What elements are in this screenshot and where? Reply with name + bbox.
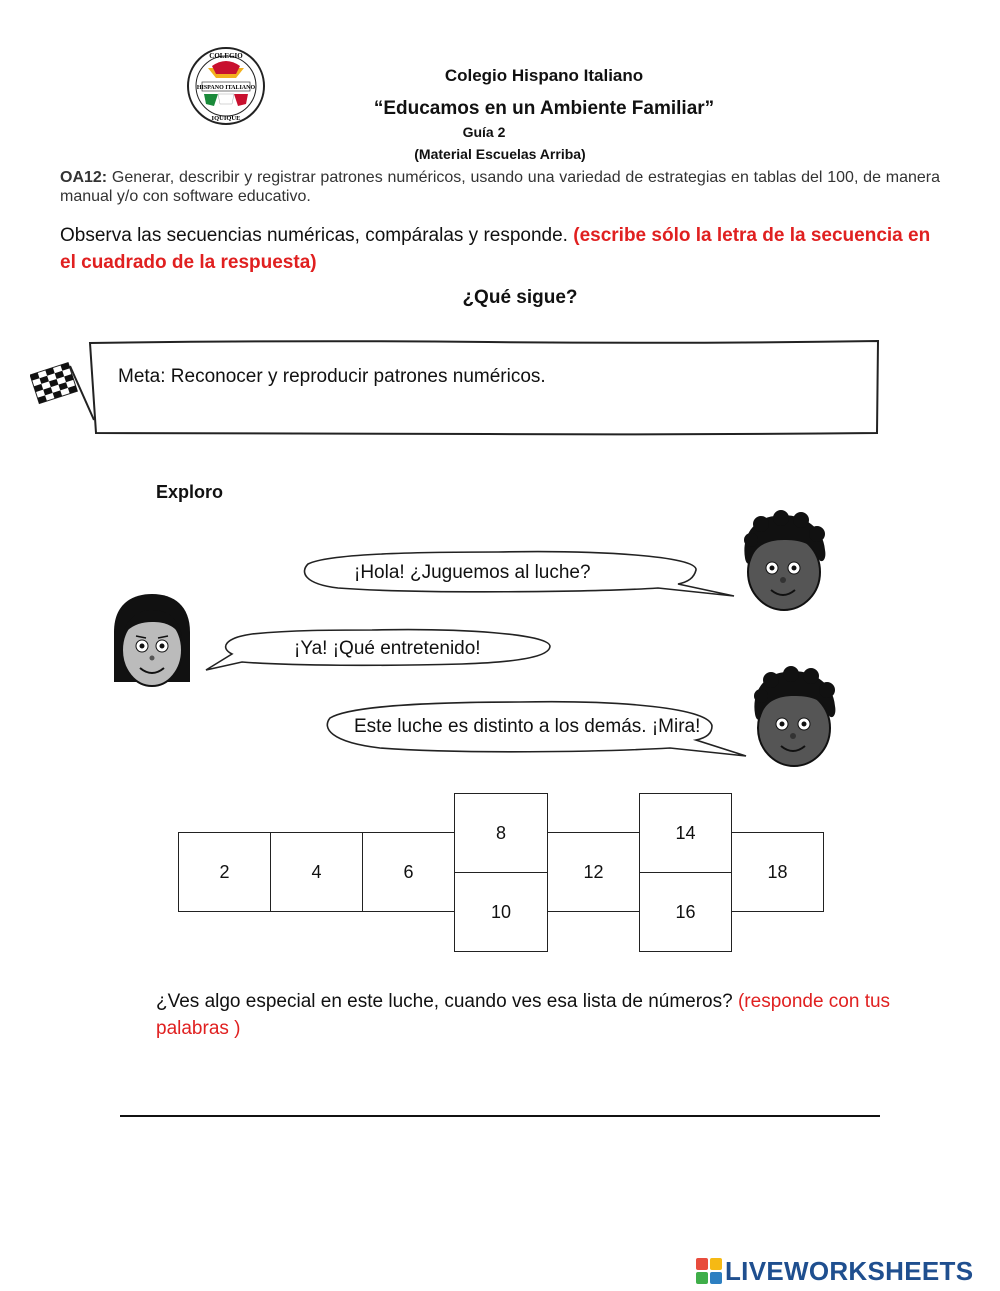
boy-face-1 [737,510,831,612]
question-text: ¿Ves algo especial en este luche, cuando ves esa lista de números? [156,991,738,1012]
learning-objective [60,168,940,206]
checkered-flag-icon [30,360,98,424]
objective-label: OA12: [60,169,108,186]
liveworksheets-logo [696,1254,973,1288]
goal-text: Meta: Reconocer y reproducir patrones numéricos. [118,366,546,387]
hopscotch-cell: 2 [178,832,271,912]
logo-text-bottom: IQUIQUE [211,115,241,122]
school-motto: “Educamos en un Ambiente Familiar” [373,98,715,119]
instruction-highlight: (escribe sólo la letra de la secuencia en el cuadrado de la respuesta) [60,225,931,273]
instruction [60,222,950,276]
hopscotch-cell: 4 [270,832,363,912]
question-title: ¿Qué sigue? [462,287,578,308]
instruction-text: Observa las secuencias numéricas, compáralas y responde. [60,225,574,246]
explore-title: Exploro [156,482,224,502]
hopscotch-cell: 18 [731,832,824,912]
material-source: (Material Escuelas Arriba) [414,146,586,162]
hopscotch-cell: 16 [639,872,732,952]
guide-number: Guía 2 [462,124,506,140]
bubble-text-1: ¡Hola! ¿Juguemos al luche? [354,562,591,583]
bubble-text-2: ¡Ya! ¡Qué entretenido! [294,638,481,659]
liveworksheets-text: LIVEWORKSHEETS [725,1255,974,1286]
school-logo [186,46,266,126]
hopscotch-cell: 8 [454,793,548,873]
objective-text: Generar, describir y registrar patrones numéricos, usando una variedad de estrategias en tablas del 100, de manera manual y/o con software educativo. [60,169,940,205]
hopscotch-cell: 6 [362,832,455,912]
girl-face [108,592,196,692]
goal-box [88,338,880,438]
boy-face-2 [747,666,841,768]
bubble-text-3: Este luche es distinto a los demás. ¡Mira! [354,716,701,737]
school-name: Colegio Hispano Italiano [444,66,644,85]
logo-text-top: COLEGIO [209,52,243,60]
hopscotch-cell: 14 [639,793,732,873]
question-highlight: (responde con tus palabras ) [156,991,891,1039]
hopscotch-cell: 10 [454,872,548,952]
liveworksheets-badge-icon [696,1258,722,1284]
reflection-question [156,988,916,1042]
hopscotch-cell: 12 [547,832,640,912]
logo-text-middle: HISPANO ITALIANO [196,85,256,91]
answer-line[interactable] [120,1115,880,1117]
